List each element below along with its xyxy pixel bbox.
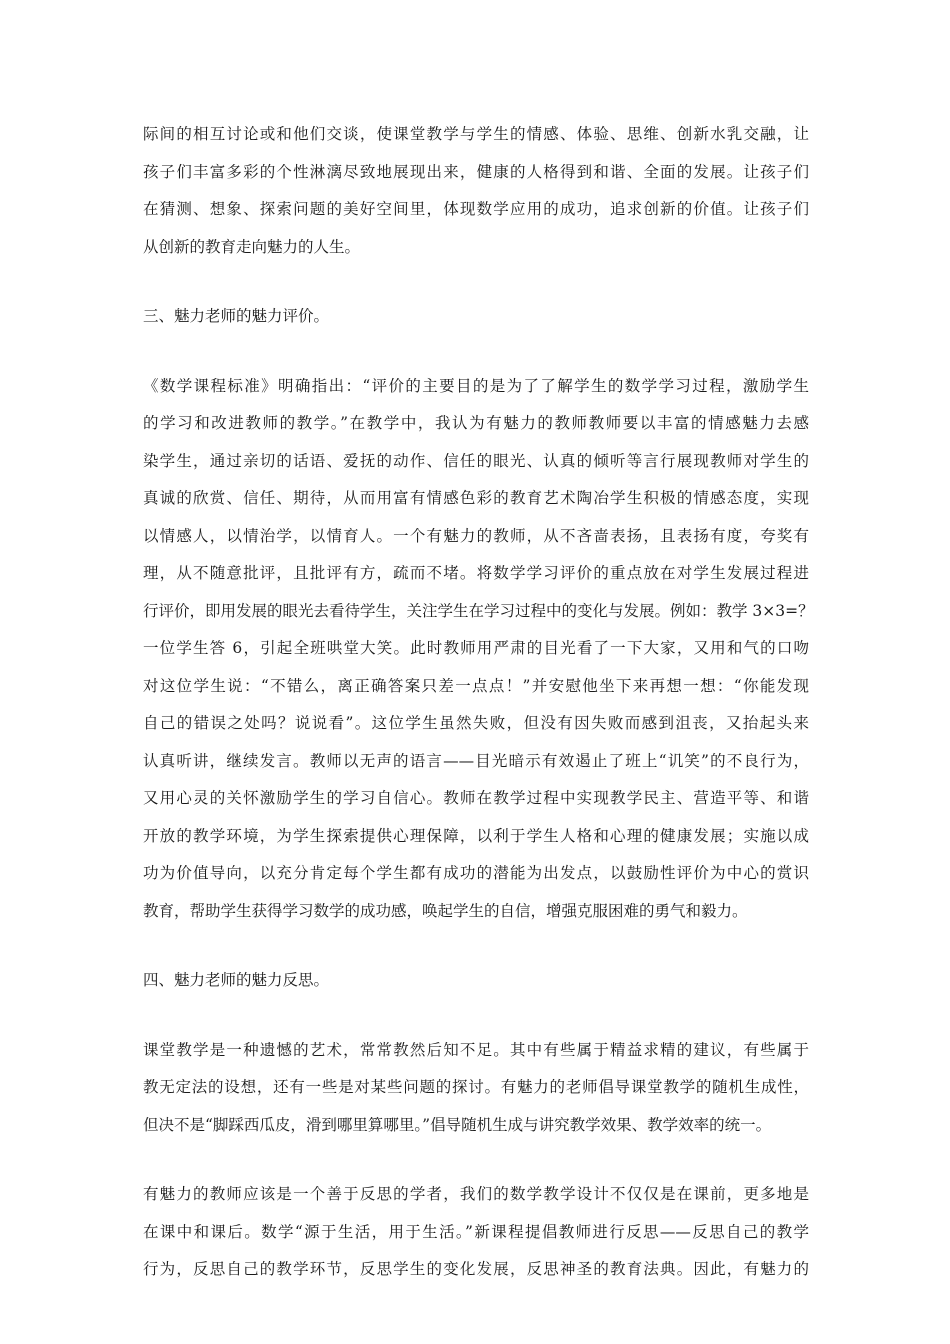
text-line: 行评价，即用发展的眼光去看待学生，关注学生在学习过程中的变化与发展。例如：教学 3×3=？ [143,601,814,620]
section-heading-evaluation [143,298,809,336]
text-line: 开放的教学环境，为学生探索提供心理保障，以利于学生人格和心理的健康发展；实施以成 [143,826,809,845]
text-line: 一位学生答 6，引起全班哄堂大笑。此时教师用严肃的目光看了一下大家，又用和气的口吻 [143,639,809,657]
text-line: 染学生，通过亲切的话语、爱抚的动作、信任的眼光、认真的倾听等言行展现教师对学生的 [143,451,809,470]
paragraph-evaluation [143,368,814,931]
text-line: 课堂教学是一种遗憾的艺术，常常教然后知不足。其中有些属于精益求精的建议，有些属于 [143,1040,809,1059]
text-line: 认真听讲，继续发言。教师以无声的语言——目光暗示有效遏止了班上“讥笑”的不良行为， [143,751,809,770]
text-line: 际间的相互讨论或和他们交谈，使课堂教学与学生的情感、体验、思维、创新水乳交融，让 [143,125,809,143]
text-line: 在课中和课后。数学“源于生活，用于生活。”新课程提倡教师进行反思——反思自己的教学 [143,1222,809,1241]
text-line: 真诚的欣赏、信任、期待，从而用富有情感色彩的教育艺术陶冶学生积极的情感态度，实现 [143,489,809,507]
text-line: 以情感人，以情治学，以情育人。一个有魅力的教师，从不吝啬表扬，且表扬有度，夸奖有 [143,526,809,545]
paragraph-reflection-scholar [143,1176,809,1289]
text-line: 在猜测、想象、探索问题的美好空间里，体现数学应用的成功，追求创新的价值。让孩子们 [143,200,809,218]
paragraph-reflection-art [143,1032,809,1145]
text-line: 理，从不随意批评，且批评有方，疏而不堵。将数学学习评价的重点放在对学生发展过程进 [143,564,809,582]
text-line: 又用心灵的关怀激励学生的学习自信心。教师在教学过程中实现教学民主、营造平等、和谐 [143,789,809,807]
text-line: 功为价值导向，以充分肯定每个学生都有成功的潜能为出发点，以鼓励性评价为中心的赏识 [143,864,809,882]
document-body [143,116,814,1321]
text-line: 从创新的教育走向魅力的人生。 [143,237,361,256]
text-line: 对这位学生说：“不错么，离正确答案只差一点点！”并安慰他坐下来再想一想：“你能发现 [143,676,809,695]
section-heading-reflection [143,962,809,1000]
heading-text: 四、魅力老师的魅力反思。 [143,971,330,989]
text-line: 的学习和改进教师的教学。”在教学中，我认为有魅力的教师教师要以丰富的情感魅力去感 [143,414,809,432]
heading-text: 三、魅力老师的魅力评价。 [143,307,330,325]
text-line: 孩子们丰富多彩的个性淋漓尽致地展现出来，健康的人格得到和谐、全面的发展。让孩子们 [143,162,809,181]
text-line: 教无定法的设想，还有一些是对某些问题的探讨。有魅力的老师倡导课堂教学的随机生成性， [143,1078,809,1096]
text-line: 有魅力的教师应该是一个善于反思的学者，我们的数学教学设计不仅仅是在课前，更多地是 [143,1185,809,1203]
text-line: 行为，反思自己的教学环节，反思学生的变化发展，反思神圣的教育法典。因此，有魅力的 [143,1260,809,1278]
text-line: 教育，帮助学生获得学习数学的成功感，唤起学生的自信，增强克服困难的勇气和毅力。 [143,901,748,920]
text-line: 但决不是“脚踩西瓜皮，滑到哪里算哪里。”倡导随机生成与讲究教学效果、教学效率的统一。 [143,1115,772,1134]
text-line: 《数学课程标准》明确指出：“评价的主要目的是为了了解学生的数学学习过程，激励学生 [143,376,809,395]
text-line: 自己的错误之处吗？说说看”。这位学生虽然失败，但没有因失败而感到沮丧，又抬起头来 [143,714,809,732]
paragraph-intro-continuation [143,116,809,266]
